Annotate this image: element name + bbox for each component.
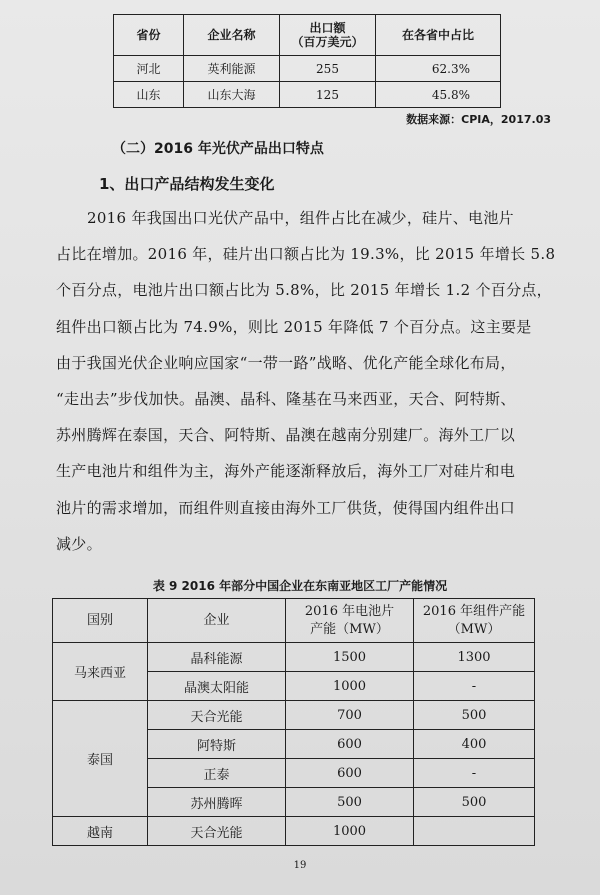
body-paragraph	[56, 200, 554, 562]
cell-module-capacity	[414, 817, 535, 846]
cell-company: 天合光能	[148, 817, 286, 846]
cell-cell-capacity: 1500	[286, 643, 414, 672]
cell-province: 河北	[114, 56, 184, 82]
cell-company: 晶科能源	[148, 643, 286, 672]
table-row	[53, 701, 535, 730]
cell-company: 晶澳太阳能	[148, 672, 286, 701]
table-header-row	[53, 599, 535, 643]
table-header-row	[114, 15, 501, 56]
paragraph-line: 2016 年我国出口光伏产品中，组件占比在减少，硅片、电池片	[87, 209, 514, 227]
cell-module-capacity: 500	[414, 788, 535, 817]
cell-country: 越南	[53, 817, 148, 846]
header-share: 在各省中占比	[376, 15, 501, 56]
cell-cell-capacity: 1000	[286, 672, 414, 701]
paragraph-line: 组件出口额占比为 74.9%，则比 2015 年降低 7 个百分点。这主要是	[56, 317, 532, 336]
header-company: 企业名称	[184, 15, 280, 56]
cell-cell-capacity: 500	[286, 788, 414, 817]
cell-country: 泰国	[53, 701, 148, 817]
table-caption: 表 9 2016 年部分中国企业在东南亚地区工厂产能情况	[152, 579, 448, 593]
cell-province: 山东	[114, 82, 184, 108]
data-source: 数据来源：CPIA，2017.03	[406, 113, 551, 126]
header-cell-capacity: 2016 年电池片 产能（MW）	[286, 599, 414, 643]
table-row	[53, 817, 535, 846]
cell-value: 125	[280, 82, 376, 108]
paragraph-line: 由于我国光伏企业响应国家“一带一路”战略、优化产能全球化布局，	[56, 353, 516, 372]
cell-cell-capacity: 700	[286, 701, 414, 730]
cell-cell-capacity: 1000	[286, 817, 414, 846]
cell-cell-capacity: 600	[286, 759, 414, 788]
table-row	[114, 82, 501, 108]
header-export-value: 出口额 （百万美元）	[280, 15, 376, 56]
paragraph-line: 生产电池片和组件为主，海外产能逐渐释放后，海外工厂对硅片和电	[56, 462, 516, 481]
export-table	[113, 14, 501, 108]
cell-module-capacity: 1300	[414, 643, 535, 672]
cell-module-capacity: -	[414, 759, 535, 788]
cell-company: 正泰	[148, 759, 286, 788]
header-country: 国别	[53, 599, 148, 643]
cell-company: 山东大海	[184, 82, 280, 108]
cell-module-capacity: 400	[414, 730, 535, 759]
table-row	[53, 643, 535, 672]
capacity-table	[52, 598, 535, 846]
header-province: 省份	[114, 15, 184, 56]
paragraph-line: “走出去”步伐加快。晶澳、晶科、隆基在马来西亚，天合、阿特斯、	[56, 390, 516, 409]
cell-company: 阿特斯	[148, 730, 286, 759]
paragraph-line: 减少。	[56, 534, 102, 553]
cell-company: 苏州腾晖	[148, 788, 286, 817]
table-row	[114, 56, 501, 82]
header-module-capacity: 2016 年组件产能 （MW）	[414, 599, 535, 643]
cell-module-capacity: -	[414, 672, 535, 701]
paragraph-line: 池片的需求增加，而组件则直接由海外工厂供货，使得国内组件出口	[56, 498, 516, 517]
cell-share: 62.3%	[376, 56, 501, 82]
cell-company: 天合光能	[148, 701, 286, 730]
paragraph-line: 占比在增加。2016 年，硅片出口额占比为 19.3%，比 2015 年增长 5.8	[56, 245, 556, 264]
cell-company: 英利能源	[184, 56, 280, 82]
cell-country: 马来西亚	[53, 643, 148, 701]
cell-cell-capacity: 600	[286, 730, 414, 759]
cell-value: 255	[280, 56, 376, 82]
page-number: 19	[293, 860, 307, 871]
cell-module-capacity: 500	[414, 701, 535, 730]
cell-share: 45.8%	[376, 82, 501, 108]
header-company: 企业	[148, 599, 286, 643]
subsection-heading: 1、出口产品结构发生变化	[99, 175, 275, 193]
section-heading: （二）2016 年光伏产品出口特点	[112, 141, 324, 157]
paragraph-line: 苏州腾辉在泰国，天合、阿特斯、晶澳在越南分别建厂。海外工厂以	[56, 426, 516, 445]
paragraph-line: 个百分点，电池片出口额占比为 5.8%，比 2015 年增长 1.2 个百分点，	[56, 281, 552, 300]
